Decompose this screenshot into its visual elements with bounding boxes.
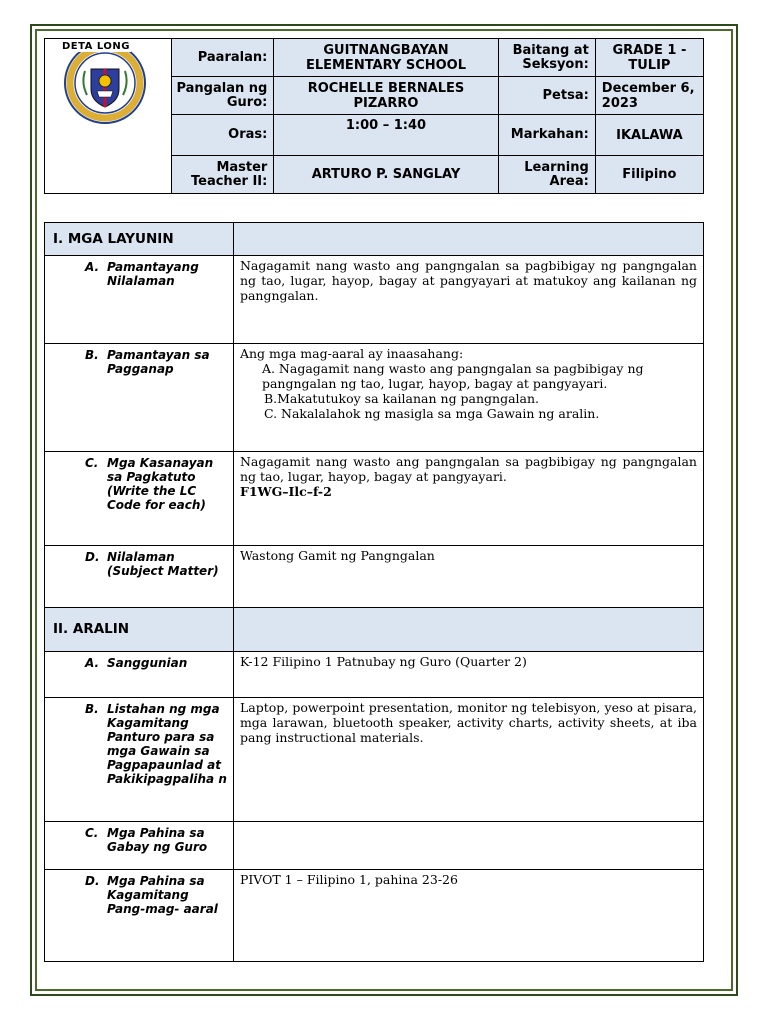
value-master-teacher: ARTURO P. SANGLAY bbox=[274, 156, 498, 194]
section-header-layunin bbox=[45, 223, 704, 256]
label-learning-area: Learning Area: bbox=[498, 156, 595, 194]
row-label: Pamantayan sa Pagganap bbox=[107, 348, 210, 376]
label-guro: Pangalan ng Guro: bbox=[172, 77, 274, 115]
row-content: Wastong Gamit ng Pangngalan bbox=[233, 546, 703, 608]
row-content bbox=[233, 822, 703, 870]
section-title: II. ARALIN bbox=[45, 608, 234, 652]
header-table bbox=[44, 38, 704, 194]
row-label: Listahan ng mga Kagamitang Panturo para sa mga Gawain sa Pagpapaunlad at Pakikipagpaliha n bbox=[107, 702, 227, 786]
deped-seal-icon bbox=[63, 41, 147, 125]
row-label: Mga Pahina sa Kagamitang Pang-mag- aaral bbox=[107, 874, 218, 916]
row-content: PIVOT 1 – Filipino 1, pahina 23-26 bbox=[233, 870, 703, 962]
label-petsa: Petsa: bbox=[498, 77, 595, 115]
label-markahan: Markahan: bbox=[498, 115, 595, 156]
value-time: 1:00 – 1:40 bbox=[274, 115, 498, 156]
row-content: Ang mga mag-aaral ay inaasahang: A. Nagagamit nang wasto ang pangngalan sa pagbibigay ng pangngalan ng tao, lugar, hayop, bagay at pangyayari. B.Makatutukoy sa kailanan ng pangngalan. C. Nakalalahok ng masigla sa mga Gawain ng aralin. bbox=[233, 344, 703, 452]
lc-code: F1WG–Ilc–f-2 bbox=[239, 484, 332, 499]
value-date: December 6, 2023 bbox=[595, 77, 703, 115]
value-grade: GRADE 1 - TULIP bbox=[595, 39, 703, 77]
seal-label: DETA LONG bbox=[62, 41, 130, 52]
row-content: K-12 Filipino 1 Patnubay ng Guro (Quarter 2) bbox=[233, 652, 703, 698]
table-row: C. Mga Kasanayan sa Pagkatuto (Write the LC Code for each) Nagagamit nang wasto ang pangngalan sa pagbibigay ng pangngalan ng tao, lugar, hayop, bagay at pangyayari. F1WG–Ilc–f-2 bbox=[45, 452, 704, 546]
table-row: D. Mga Pahina sa Kagamitang Pang-mag- aaral PIVOT 1 – Filipino 1, pahina 23-26 bbox=[45, 870, 704, 962]
row-label: Nilalaman (Subject Matter) bbox=[107, 550, 219, 578]
row-content: Nagagamit nang wasto ang pangngalan sa pagbibigay ng pangngalan ng tao, lugar, hayop, bagay at pangyayari. F1WG–Ilc–f-2 bbox=[233, 452, 703, 546]
table-row: A. Sanggunian K-12 Filipino 1 Patnubay ng Guro (Quarter 2) bbox=[45, 652, 704, 698]
section-title: I. MGA LAYUNIN bbox=[45, 223, 234, 256]
table-row: B. Listahan ng mga Kagamitang Panturo para sa mga Gawain sa Pagpapaunlad at Pakikipagpaliha n Laptop, powerpoint presentation, monitor ng telebisyon, yeso at pisara, mga larawan, bluetooth speaker, activity charts, activity sheets, at iba pang instructional materials. bbox=[45, 698, 704, 822]
row-content: Laptop, powerpoint presentation, monitor ng telebisyon, yeso at pisara, mga larawan, bluetooth speaker, activity charts, activity sheets, at iba pang instructional materials. bbox=[233, 698, 703, 822]
row-label: Pamantayang Nilalaman bbox=[107, 260, 199, 288]
label-paaralan: Paaralan: bbox=[172, 39, 274, 77]
deped-seal-cell bbox=[45, 39, 172, 194]
row-label: Mga Kasanayan sa Pagkatuto (Write the LC Code for each) bbox=[107, 456, 214, 512]
value-quarter: IKALAWA bbox=[595, 115, 703, 156]
table-row: C. Mga Pahina sa Gabay ng Guro bbox=[45, 822, 704, 870]
table-row: B. Pamantayan sa Pagganap Ang mga mag-aaral ay inaasahang: A. Nagagamit nang wasto ang pangngalan sa pagbibigay ng pangngalan ng tao, lugar, hayop, bagay at pangyayari. B.Makatutukoy sa kailanan ng pangngalan. C. Nakalalahok ng masigla sa mga Gawain ng aralin. bbox=[45, 344, 704, 452]
value-school: GUITNANGBAYAN ELEMENTARY SCHOOL bbox=[274, 39, 498, 77]
label-master-teacher: Master Teacher II: bbox=[172, 156, 274, 194]
row-content: Nagagamit nang wasto ang pangngalan sa pagbibigay ng pangngalan ng tao, lugar, hayop, bagay at pangyayari at matukoy ang kailanan ng pangngalan. bbox=[233, 256, 703, 344]
table-row: D. Nilalaman (Subject Matter) Wastong Gamit ng Pangngalan bbox=[45, 546, 704, 608]
label-baitang: Baitang at Seksyon: bbox=[498, 39, 595, 77]
value-teacher: ROCHELLE BERNALES PIZARRO bbox=[274, 77, 498, 115]
section-header-aralin bbox=[45, 608, 704, 652]
value-learning-area: Filipino bbox=[595, 156, 703, 194]
row-label: Mga Pahina sa Gabay ng Guro bbox=[107, 826, 208, 854]
row-label: Sanggunian bbox=[107, 656, 188, 670]
lesson-plan-table bbox=[44, 222, 704, 962]
table-row: A. Pamantayang Nilalaman Nagagamit nang wasto ang pangngalan sa pagbibigay ng pangngalan ng tao, lugar, hayop, bagay at pangyayari at matukoy ang kailanan ng pangngalan. bbox=[45, 256, 704, 344]
label-oras: Oras: bbox=[172, 115, 274, 156]
